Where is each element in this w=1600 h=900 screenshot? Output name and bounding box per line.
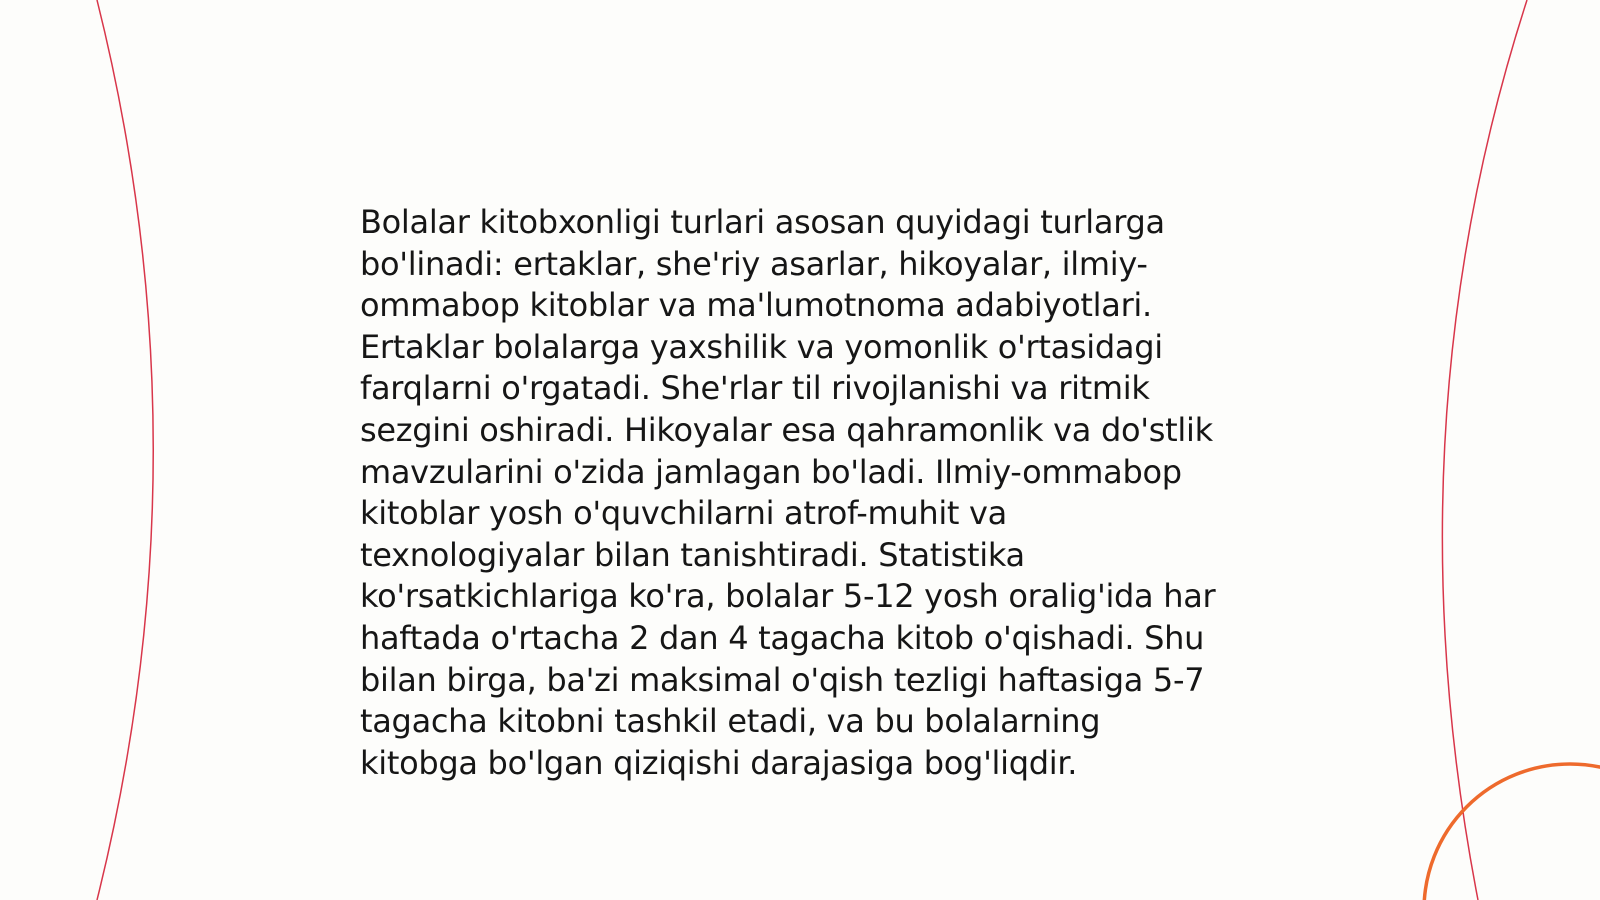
body-text: Bolalar kitobxonligi turlari asosan quyidagi turlarga bo'linadi: ertaklar, she'riy asarlar, hikoyalar, ilmiy- ommabop kitoblar va ma'lumotnoma adabiyotlari. Ertaklar bolalarga yaxshilik va yomonlik o'rtasidagi farqlarni o'rgatadi. She'rlar til rivojlanishi va ritmik sezgini oshiradi. Hikoyalar esa qahramonlik va do'stlik mavzularini o'zida jamlagan bo'ladi. Ilmiy-ommabop kitoblar yosh o'quvchilarni atrof-muhit va texnologiyalar bilan tanishtiradi. Statistika ko'rsatkichlariga ko'ra, bolalar 5-12 yosh oralig'ida har haftada o'rtacha 2 dan 4 tagacha kitob o'qishadi. Shu bilan birga, ba'zi maksimal o'qish tezligi haftasiga 5-7 tagacha kitobni tashkil etadi, va bu bolalarning kitobga bo'lgan qiziqishi darajasiga bog'liqdir. (360, 203, 1216, 782)
right-curve-line (1442, 0, 1527, 900)
accent-circle (1424, 764, 1600, 900)
left-curve-line (97, 0, 153, 900)
